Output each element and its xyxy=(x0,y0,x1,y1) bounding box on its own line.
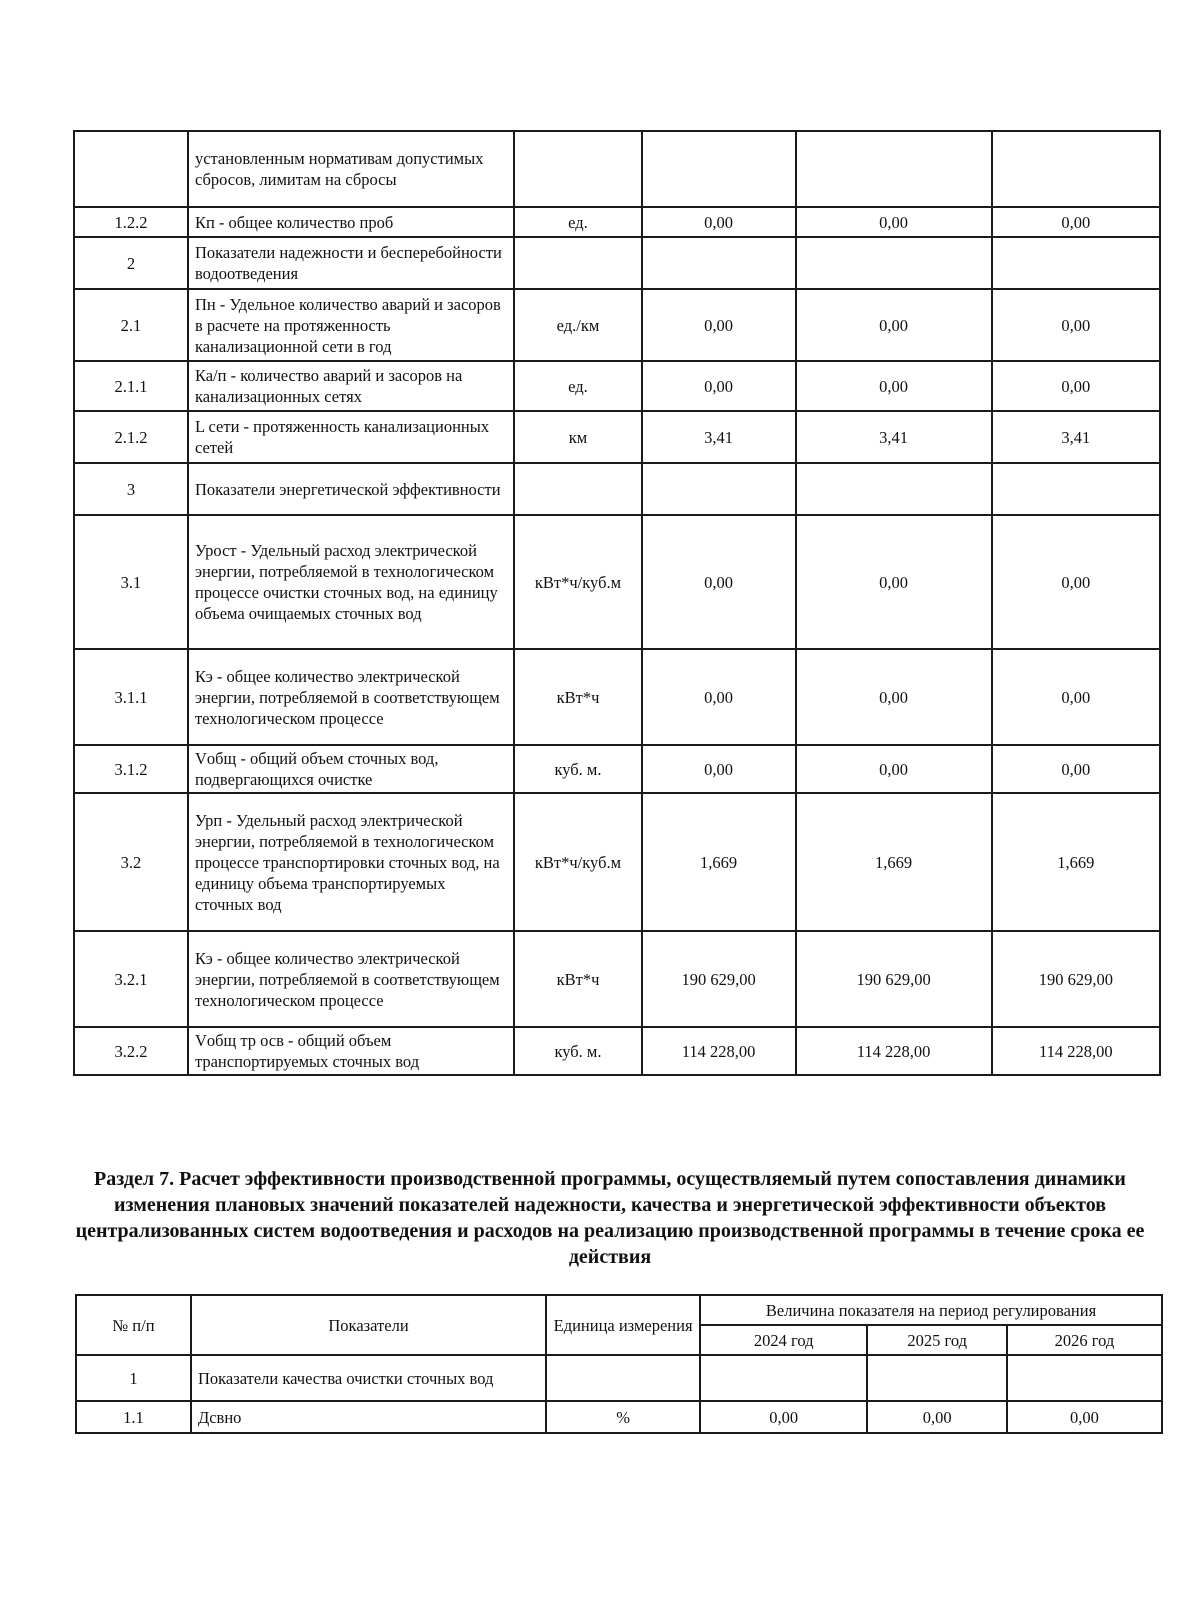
row-value-2026: 0,00 xyxy=(992,515,1160,649)
row-unit: ед. xyxy=(514,207,641,237)
row-value-2024: 0,00 xyxy=(642,289,796,361)
row-number: 3.2.2 xyxy=(74,1027,188,1075)
row-unit: ед./км xyxy=(514,289,641,361)
table-row xyxy=(74,793,1160,931)
row-indicator: Дсвно xyxy=(191,1401,546,1433)
row-value-2026: 0,00 xyxy=(992,207,1160,237)
row-value-2025: 0,00 xyxy=(796,207,992,237)
table-row xyxy=(74,931,1160,1027)
header-indicators: Показатели xyxy=(191,1295,546,1355)
row-unit: ед. xyxy=(514,361,641,411)
row-unit: км xyxy=(514,411,641,463)
row-unit xyxy=(514,131,641,207)
row-value-2026: 0,00 xyxy=(1007,1401,1162,1433)
row-number: 1.1 xyxy=(76,1401,191,1433)
table-row xyxy=(76,1401,1162,1433)
row-indicator: Vобщ - общий объем сточных вод, подвергающихся очистке xyxy=(188,745,514,793)
row-value-2024: 0,00 xyxy=(642,649,796,745)
row-indicator: Кп - общее количество проб xyxy=(188,207,514,237)
row-value-2025: 0,00 xyxy=(796,515,992,649)
row-value-2024: 3,41 xyxy=(642,411,796,463)
row-value-2025: 0,00 xyxy=(867,1401,1007,1433)
table-row xyxy=(74,237,1160,289)
row-value-2024: 114 228,00 xyxy=(642,1027,796,1075)
row-value-2026: 190 629,00 xyxy=(992,931,1160,1027)
row-value-2026 xyxy=(992,463,1160,515)
row-indicator: Показатели качества очистки сточных вод xyxy=(191,1355,546,1401)
row-value-2025 xyxy=(796,131,992,207)
row-unit xyxy=(514,463,641,515)
row-unit: куб. м. xyxy=(514,745,641,793)
row-number: 3.1 xyxy=(74,515,188,649)
table-row xyxy=(74,463,1160,515)
row-value-2026 xyxy=(992,237,1160,289)
row-number: 2.1.2 xyxy=(74,411,188,463)
row-value-2026: 114 228,00 xyxy=(992,1027,1160,1075)
table-row xyxy=(74,515,1160,649)
row-value-2024: 190 629,00 xyxy=(642,931,796,1027)
section-title: Раздел 7. Расчет эффективности производственной программы, осуществляемый путем сопоставления динамики изменения плановых значений показателей надежности, качества и энергетической эффективности объектов централизованных систем водоотведения и расходов на реализацию производственной программы в течение срока ее действия xyxy=(75,1168,1145,1268)
table-row xyxy=(74,411,1160,463)
row-value-2026 xyxy=(992,131,1160,207)
row-number: 3.1.2 xyxy=(74,745,188,793)
row-number: 2.1.1 xyxy=(74,361,188,411)
row-value-2024: 1,669 xyxy=(642,793,796,931)
row-value-2024: 0,00 xyxy=(642,207,796,237)
row-unit xyxy=(514,237,641,289)
header-period: Величина показателя на период регулирования xyxy=(700,1295,1162,1325)
row-number: 1 xyxy=(76,1355,191,1401)
row-indicator: Vобщ тр осв - общий объем транспортируемых сточных вод xyxy=(188,1027,514,1075)
row-unit: кВт*ч/куб.м xyxy=(514,793,641,931)
row-number: 1.2.2 xyxy=(74,207,188,237)
row-value-2024: 0,00 xyxy=(642,361,796,411)
row-value-2025 xyxy=(796,463,992,515)
row-number: 3.2.1 xyxy=(74,931,188,1027)
row-unit: кВт*ч xyxy=(514,931,641,1027)
row-value-2026: 0,00 xyxy=(992,361,1160,411)
header-year-2025: 2025 год xyxy=(867,1325,1007,1355)
row-value-2024: 0,00 xyxy=(642,515,796,649)
row-value-2024 xyxy=(700,1355,867,1401)
row-value-2024 xyxy=(642,237,796,289)
row-number: 3.1.1 xyxy=(74,649,188,745)
row-value-2026: 0,00 xyxy=(992,289,1160,361)
row-number: 2 xyxy=(74,237,188,289)
row-value-2025: 190 629,00 xyxy=(796,931,992,1027)
row-indicator: Урост - Удельный расход электрической энергии, потребляемой в технологическом процессе очистки сточных вод, на единицу объема очищаемых сточных вод xyxy=(188,515,514,649)
row-value-2025: 0,00 xyxy=(796,289,992,361)
row-value-2025: 1,669 xyxy=(796,793,992,931)
row-value-2025 xyxy=(796,237,992,289)
row-value-2025: 0,00 xyxy=(796,745,992,793)
row-value-2025: 0,00 xyxy=(796,361,992,411)
header-num: № п/п xyxy=(76,1295,191,1355)
row-indicator: установленным нормативам допустимых сбросов, лимитам на сбросы xyxy=(188,131,514,207)
row-value-2025: 0,00 xyxy=(796,649,992,745)
table-row xyxy=(74,745,1160,793)
header-year-2026: 2026 год xyxy=(1007,1325,1162,1355)
row-value-2025: 3,41 xyxy=(796,411,992,463)
row-value-2026 xyxy=(1007,1355,1162,1401)
row-indicator: Показатели надежности и бесперебойности водоотведения xyxy=(188,237,514,289)
header-unit: Единица измерения xyxy=(546,1295,700,1355)
row-indicator: Кэ - общее количество электрической энергии, потребляемой в соответствующем технологическом процессе xyxy=(188,649,514,745)
row-indicator: Ка/п - количество аварий и засоров на канализационных сетях xyxy=(188,361,514,411)
table-row xyxy=(74,1027,1160,1075)
row-value-2024 xyxy=(642,131,796,207)
table-row xyxy=(76,1355,1162,1401)
indicators-table-continued xyxy=(73,130,1161,1076)
table-row xyxy=(74,649,1160,745)
efficiency-table xyxy=(75,1294,1163,1434)
row-number xyxy=(74,131,188,207)
row-indicator: Пн - Удельное количество аварий и засоров в расчете на протяженность канализационной сети в год xyxy=(188,289,514,361)
row-unit xyxy=(546,1355,700,1401)
row-value-2026: 0,00 xyxy=(992,745,1160,793)
row-indicator: Показатели энергетической эффективности xyxy=(188,463,514,515)
row-value-2026: 0,00 xyxy=(992,649,1160,745)
table-row xyxy=(74,207,1160,237)
row-value-2026: 3,41 xyxy=(992,411,1160,463)
row-value-2025: 114 228,00 xyxy=(796,1027,992,1075)
row-indicator: Кэ - общее количество электрической энергии, потребляемой в соответствующем технологическом процессе xyxy=(188,931,514,1027)
row-number: 3 xyxy=(74,463,188,515)
table-row xyxy=(74,289,1160,361)
row-unit: кВт*ч xyxy=(514,649,641,745)
row-unit: кВт*ч/куб.м xyxy=(514,515,641,649)
row-number: 3.2 xyxy=(74,793,188,931)
row-value-2024 xyxy=(642,463,796,515)
row-number: 2.1 xyxy=(74,289,188,361)
row-unit: куб. м. xyxy=(514,1027,641,1075)
row-value-2026: 1,669 xyxy=(992,793,1160,931)
header-year-2024: 2024 год xyxy=(700,1325,867,1355)
table-row xyxy=(74,131,1160,207)
row-indicator: L сети - протяженность канализационных сетей xyxy=(188,411,514,463)
row-value-2024: 0,00 xyxy=(700,1401,867,1433)
row-value-2025 xyxy=(867,1355,1007,1401)
row-value-2024: 0,00 xyxy=(642,745,796,793)
row-unit: % xyxy=(546,1401,700,1433)
row-indicator: Урп - Удельный расход электрической энергии, потребляемой в технологическом процессе транспортировки сточных вод, на единицу объема транспортируемых сточных вод xyxy=(188,793,514,931)
table-row xyxy=(74,361,1160,411)
